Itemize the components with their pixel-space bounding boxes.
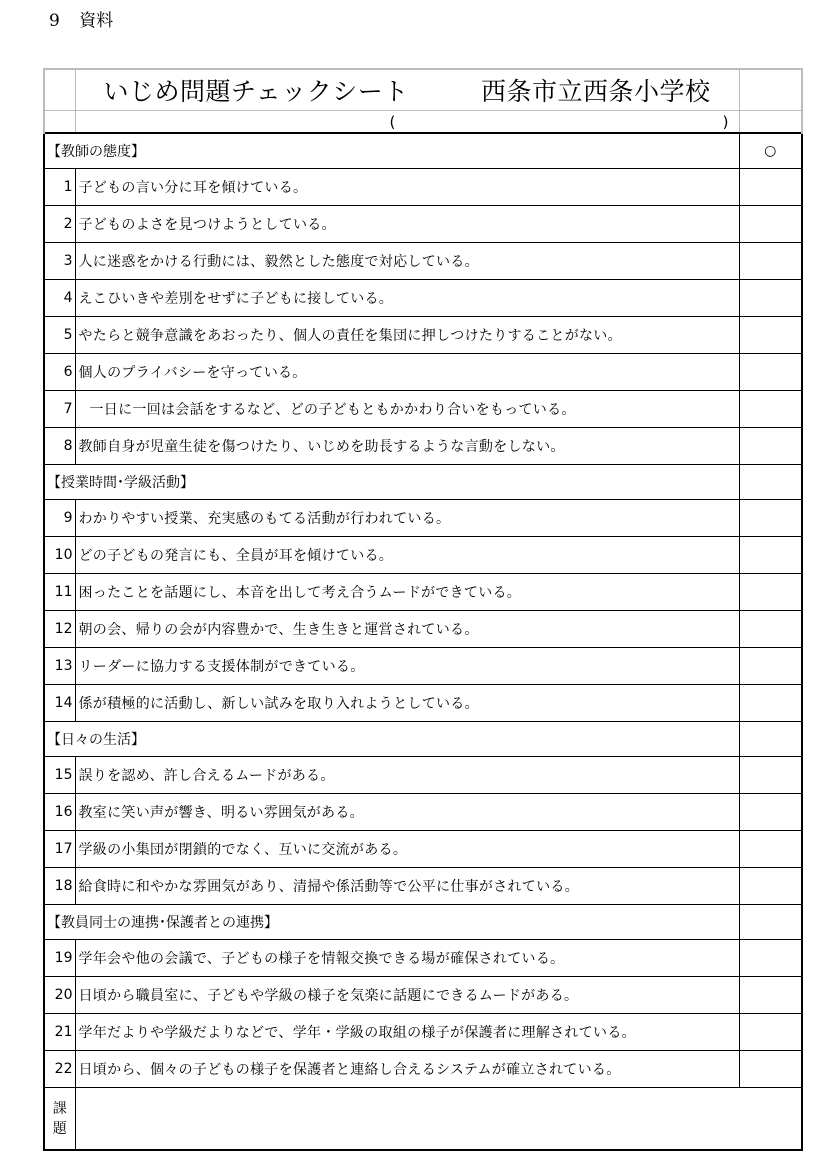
sheet-title: いじめ問題チェックシート — [103, 77, 409, 106]
section-title: 【授業時間･学級活動】 — [44, 465, 739, 500]
item-text: 一日に一回は会話をするなど、どの子どもともかかわり合いをもっている。 — [75, 391, 739, 428]
item-number: 16 — [44, 794, 75, 831]
issues-input-area[interactable] — [75, 1088, 802, 1151]
checklist-item-row — [44, 206, 802, 243]
section-title: 【教員同士の連携･保護者との連携】 — [44, 905, 739, 940]
checklist-item-row — [44, 500, 802, 537]
checklist-item-row — [44, 574, 802, 611]
checklist-item-row — [44, 940, 802, 977]
item-check-cell[interactable] — [739, 537, 802, 574]
item-number: 14 — [44, 685, 75, 722]
checklist-item-row — [44, 685, 802, 722]
item-number: 20 — [44, 977, 75, 1014]
item-number: 15 — [44, 757, 75, 794]
section-row — [44, 905, 802, 940]
item-number: 8 — [44, 428, 75, 465]
mark-column-header: ○ — [739, 133, 802, 169]
item-number: 6 — [44, 354, 75, 391]
item-number: 12 — [44, 611, 75, 648]
checklist-item-row — [44, 757, 802, 794]
item-check-cell[interactable] — [739, 1014, 802, 1051]
item-check-cell[interactable] — [739, 757, 802, 794]
checklist-item-row — [44, 868, 802, 905]
item-check-cell[interactable] — [739, 831, 802, 868]
section-mark-cell[interactable] — [739, 722, 802, 757]
item-check-cell[interactable] — [739, 868, 802, 905]
checklist-item-row — [44, 1014, 802, 1051]
item-number: 4 — [44, 280, 75, 317]
checklist-item-row — [44, 611, 802, 648]
item-check-cell[interactable] — [739, 574, 802, 611]
checklist-item-row — [44, 648, 802, 685]
item-number: 13 — [44, 648, 75, 685]
issues-label — [44, 1088, 75, 1151]
page-header-number: 9 — [49, 11, 60, 31]
item-text: 日頃から職員室に、子どもや学級の様子を気楽に話題にできるムードがある。 — [75, 977, 739, 1014]
item-number: 17 — [44, 831, 75, 868]
checklist-item-row — [44, 169, 802, 206]
item-check-cell[interactable] — [739, 940, 802, 977]
item-text: 学級の小集団が閉鎖的でなく、互いに交流がある。 — [75, 831, 739, 868]
checklist-item-row — [44, 1051, 802, 1088]
checklist-table — [43, 68, 803, 1151]
paren-open: ( — [389, 112, 396, 131]
item-number: 1 — [44, 169, 75, 206]
item-number: 2 — [44, 206, 75, 243]
page-header — [49, 6, 113, 31]
item-check-cell[interactable] — [739, 500, 802, 537]
checklist-item-row — [44, 243, 802, 280]
item-number: 5 — [44, 317, 75, 354]
item-check-cell[interactable] — [739, 685, 802, 722]
item-text: 朝の会、帰りの会が内容豊かで、生き生きと運営されている。 — [75, 611, 739, 648]
item-check-cell[interactable] — [739, 169, 802, 206]
section-title: 【日々の生活】 — [44, 722, 739, 757]
item-text: 困ったことを話題にし、本音を出して考え合うムードができている。 — [75, 574, 739, 611]
item-text: 個人のプライバシーを守っている。 — [75, 354, 739, 391]
item-check-cell[interactable] — [739, 391, 802, 428]
section-row — [44, 465, 802, 500]
item-check-cell[interactable] — [739, 611, 802, 648]
item-number: 9 — [44, 500, 75, 537]
item-number: 11 — [44, 574, 75, 611]
checklist-item-row — [44, 391, 802, 428]
checklist-item-row — [44, 831, 802, 868]
item-text: どの子どもの発言にも、全員が耳を傾けている。 — [75, 537, 739, 574]
item-check-cell[interactable] — [739, 280, 802, 317]
item-text: 教師自身が児童生徒を傷つけたり、いじめを助長するような言動をしない。 — [75, 428, 739, 465]
item-text: 教室に笑い声が響き、明るい雰囲気がある。 — [75, 794, 739, 831]
item-number: 10 — [44, 537, 75, 574]
item-text: 給食時に和やかな雰囲気があり、清掃や係活動等で公平に仕事がされている。 — [75, 868, 739, 905]
checklist-item-row — [44, 280, 802, 317]
item-number: 22 — [44, 1051, 75, 1088]
checklist-item-row — [44, 794, 802, 831]
section-title: 【教師の態度】 — [44, 133, 739, 169]
item-number: 3 — [44, 243, 75, 280]
checklist-item-row — [44, 977, 802, 1014]
item-text: やたらと競争意識をあおったり、個人の責任を集団に押しつけたりすることがない。 — [75, 317, 739, 354]
item-check-cell[interactable] — [739, 794, 802, 831]
checklist-item-row — [44, 354, 802, 391]
item-number: 21 — [44, 1014, 75, 1051]
section-mark-cell[interactable] — [739, 905, 802, 940]
checklist-item-row — [44, 428, 802, 465]
item-text: リーダーに協力する支援体制ができている。 — [75, 648, 739, 685]
issues-label-bottom: 題 — [52, 1120, 67, 1137]
section-row — [44, 133, 802, 169]
item-check-cell[interactable] — [739, 1051, 802, 1088]
class-name-row — [44, 111, 802, 134]
item-text: 係が積極的に活動し、新しい試みを取り入れようとしている。 — [75, 685, 739, 722]
item-text: 誤りを認め、許し合えるムードがある。 — [75, 757, 739, 794]
item-check-cell[interactable] — [739, 428, 802, 465]
item-number: 19 — [44, 940, 75, 977]
section-mark-cell[interactable] — [739, 465, 802, 500]
school-name: 西条市立西条小学校 — [480, 77, 711, 106]
item-number: 18 — [44, 868, 75, 905]
item-text: 子どものよさを見つけようとしている。 — [75, 206, 739, 243]
item-text: わかりやすい授業、充実感のもてる活動が行われている。 — [75, 500, 739, 537]
item-check-cell[interactable] — [739, 317, 802, 354]
item-text: 人に迷惑をかける行動には、毅然とした態度で対応している。 — [75, 243, 739, 280]
item-check-cell[interactable] — [739, 243, 802, 280]
item-text: 子どもの言い分に耳を傾けている。 — [75, 169, 739, 206]
item-text: 学年だよりや学級だよりなどで、学年・学級の取組の様子が保護者に理解されている。 — [75, 1014, 739, 1051]
section-row — [44, 722, 802, 757]
issues-row — [44, 1088, 802, 1151]
item-text: 学年会や他の会議で、子どもの様子を情報交換できる場が確保されている。 — [75, 940, 739, 977]
item-text: えこひいきや差別をせずに子どもに接している。 — [75, 280, 739, 317]
item-text: 日頃から、個々の子どもの様子を保護者と連絡し合えるシステムが確立されている。 — [75, 1051, 739, 1088]
item-check-cell[interactable] — [739, 977, 802, 1014]
item-number: 7 — [44, 391, 75, 428]
item-check-cell[interactable] — [739, 354, 802, 391]
title-row — [44, 69, 802, 111]
checklist-item-row — [44, 537, 802, 574]
paren-close: ) — [722, 112, 729, 131]
page-header-label: 資料 — [79, 11, 114, 31]
item-check-cell[interactable] — [739, 648, 802, 685]
issues-label-top: 課 — [52, 1100, 67, 1117]
item-check-cell[interactable] — [739, 206, 802, 243]
checklist-item-row — [44, 317, 802, 354]
